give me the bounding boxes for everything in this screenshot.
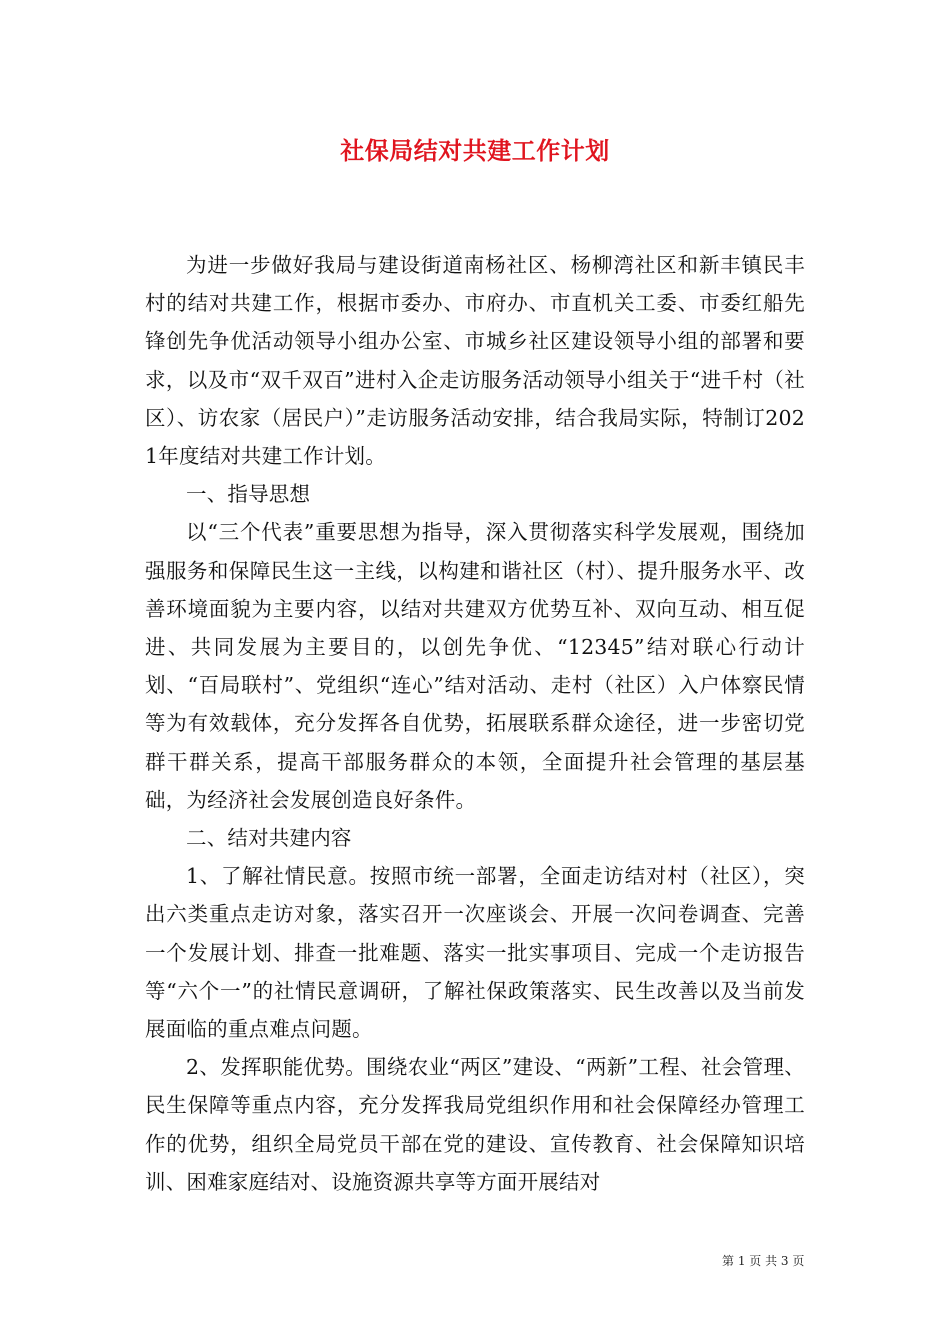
document-title: 社保局结对共建工作计划 [340, 136, 610, 165]
intro-paragraph: 为进一步做好我局与建设街道南杨社区、杨柳湾社区和新丰镇民丰村的结对共建工作，根据市委办、市府办、市直机关工委、市委红船先锋创先争优活动领导小组办公室、市城乡社区建设领导小组的部署和要求，以及市“双千双百”进村入企走访服务活动领导小组关于“进千村（社区）、访农家（居民户）”走访服务活动安排，结合我局实际，特制订2021年度结对共建工作计划。 [145, 253, 805, 469]
content-item-2-paragraph: 2、发挥职能优势。围绕农业“两区”建设、“两新”工程、社会管理、民生保障等重点内容，充分发挥我局党组织作用和社会保障经办管理工作的优势，组织全局党员干部在党的建设、宣传教育、社会保障知识培训、困难家庭结对、设施资源共享等方面开展结对 [145, 1055, 805, 1194]
section-heading-content: 二、结对共建内容 [186, 826, 352, 851]
content-item-1-paragraph: 1、了解社情民意。按照市统一部署，全面走访结对村（社区），突出六类重点走访对象，落实召开一次座谈会、开展一次问卷调查、完善一个发展计划、排查一批难题、落实一批实事项目、完成一个走访报告等“六个一”的社情民意调研，了解社保政策落实、民生改善以及当前发展面临的重点难点问题。 [145, 864, 805, 1042]
guiding-ideology-paragraph: 以“三个代表”重要思想为指导，深入贯彻落实科学发展观，围绕加强服务和保障民生这一主线，以构建和谐社区（村）、提升服务水平、改善环境面貌为主要内容，以结对共建双方优势互补、双向互动、相互促进、共同发展为主要目的，以创先争优、“12345”结对联心行动计划、“百局联村”、党组织“连心”结对活动、走村（社区）入户体察民情等为有效载体，充分发挥各自优势，拓展联系群众途径，进一步密切党群干群关系，提高干部服务群众的本领，全面提升社会管理的基层基础，为经济社会发展创造良好条件。 [145, 520, 805, 812]
page-number-footer: 第 1 页 共 3 页 [722, 1254, 805, 1268]
document-body [145, 246, 805, 1201]
section-heading-guiding-ideology: 一、指导思想 [186, 482, 311, 507]
